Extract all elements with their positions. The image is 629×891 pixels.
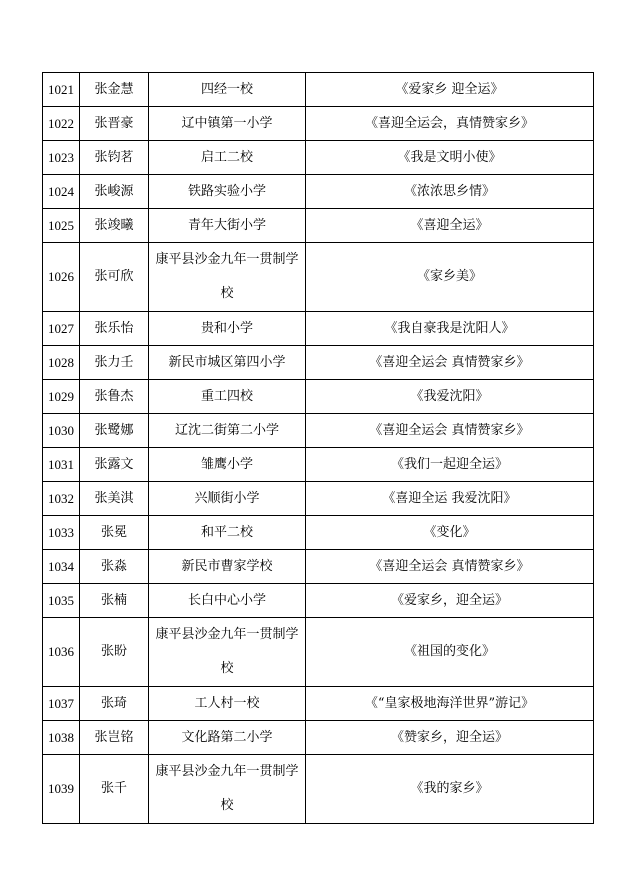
school-cell: 兴顺街小学 <box>149 482 306 516</box>
school-cell: 康平县沙金九年一贯制学校 <box>149 243 306 312</box>
school-cell: 康平县沙金九年一贯制学校 <box>149 755 306 824</box>
student-name-cell: 张千 <box>80 755 149 824</box>
student-name-cell: 张竣曦 <box>80 209 149 243</box>
table-row <box>43 380 594 414</box>
school-cell: 四经一校 <box>149 73 306 107</box>
work-title-cell: 《祖国的变化》 <box>306 618 594 687</box>
entry-id-cell: 1036 <box>43 618 80 687</box>
work-title-cell: 《赞家乡，迎全运》 <box>306 721 594 755</box>
work-title-cell: 《变化》 <box>306 516 594 550</box>
student-name-cell: 张可欣 <box>80 243 149 312</box>
student-name-cell: 张峻源 <box>80 175 149 209</box>
entry-id-cell: 1023 <box>43 141 80 175</box>
entry-id-cell: 1025 <box>43 209 80 243</box>
entry-id-cell: 1022 <box>43 107 80 141</box>
student-name-cell: 张露文 <box>80 448 149 482</box>
entry-id-cell: 1034 <box>43 550 80 584</box>
table-row <box>43 107 594 141</box>
entry-id-cell: 1027 <box>43 312 80 346</box>
work-title-cell: 《浓浓思乡情》 <box>306 175 594 209</box>
work-title-cell: 《我是文明小使》 <box>306 141 594 175</box>
school-cell: 辽沈二街第二小学 <box>149 414 306 448</box>
table-row <box>43 618 594 687</box>
entry-id-cell: 1032 <box>43 482 80 516</box>
school-cell: 铁路实验小学 <box>149 175 306 209</box>
student-name-cell: 张琦 <box>80 687 149 721</box>
school-cell: 和平二校 <box>149 516 306 550</box>
school-cell: 文化路第二小学 <box>149 721 306 755</box>
table-row <box>43 448 594 482</box>
work-title-cell: 《喜迎全运会 真情赞家乡》 <box>306 346 594 380</box>
school-cell: 贵和小学 <box>149 312 306 346</box>
table-row <box>43 312 594 346</box>
student-name-cell: 张盼 <box>80 618 149 687</box>
table-row <box>43 482 594 516</box>
entry-id-cell: 1039 <box>43 755 80 824</box>
entry-id-cell: 1033 <box>43 516 80 550</box>
school-cell: 工人村一校 <box>149 687 306 721</box>
work-title-cell: 《喜迎全运会 真情赞家乡》 <box>306 414 594 448</box>
student-name-cell: 张岂铭 <box>80 721 149 755</box>
entry-id-cell: 1038 <box>43 721 80 755</box>
work-title-cell: 《我们一起迎全运》 <box>306 448 594 482</box>
student-name-cell: 张淼 <box>80 550 149 584</box>
student-name-cell: 张鹭娜 <box>80 414 149 448</box>
student-name-cell: 张鲁杰 <box>80 380 149 414</box>
work-title-cell: 《家乡美》 <box>306 243 594 312</box>
school-cell: 雏鹰小学 <box>149 448 306 482</box>
table-row <box>43 516 594 550</box>
entry-id-cell: 1026 <box>43 243 80 312</box>
school-cell: 青年大街小学 <box>149 209 306 243</box>
work-title-cell: 《爱家乡 迎全运》 <box>306 73 594 107</box>
work-title-cell: 《我的家乡》 <box>306 755 594 824</box>
school-cell: 长白中心小学 <box>149 584 306 618</box>
work-title-cell: 《喜迎全运 我爱沈阳》 <box>306 482 594 516</box>
student-name-cell: 张楠 <box>80 584 149 618</box>
entry-table <box>42 72 594 824</box>
work-title-cell: 《我自豪我是沈阳人》 <box>306 312 594 346</box>
student-name-cell: 张钧茗 <box>80 141 149 175</box>
school-cell: 康平县沙金九年一贯制学校 <box>149 618 306 687</box>
work-title-cell: 《我爱沈阳》 <box>306 380 594 414</box>
table-row <box>43 346 594 380</box>
table-row <box>43 550 594 584</box>
work-title-cell: 《喜迎全运》 <box>306 209 594 243</box>
table-row <box>43 175 594 209</box>
table-row <box>43 141 594 175</box>
school-cell: 新民市曹家学校 <box>149 550 306 584</box>
work-title-cell: 《爱家乡，迎全运》 <box>306 584 594 618</box>
student-name-cell: 张冕 <box>80 516 149 550</box>
entry-id-cell: 1024 <box>43 175 80 209</box>
entry-id-cell: 1028 <box>43 346 80 380</box>
student-name-cell: 张乐怡 <box>80 312 149 346</box>
work-title-cell: 《喜迎全运会，真情赞家乡》 <box>306 107 594 141</box>
table-row <box>43 243 594 312</box>
entry-id-cell: 1035 <box>43 584 80 618</box>
entry-id-cell: 1031 <box>43 448 80 482</box>
student-name-cell: 张美淇 <box>80 482 149 516</box>
school-cell: 启工二校 <box>149 141 306 175</box>
student-name-cell: 张金慧 <box>80 73 149 107</box>
table-row <box>43 755 594 824</box>
entry-id-cell: 1037 <box>43 687 80 721</box>
entry-id-cell: 1029 <box>43 380 80 414</box>
table-row <box>43 584 594 618</box>
student-name-cell: 张晋豪 <box>80 107 149 141</box>
student-name-cell: 张力壬 <box>80 346 149 380</box>
entry-id-cell: 1030 <box>43 414 80 448</box>
school-cell: 重工四校 <box>149 380 306 414</box>
table-row <box>43 721 594 755</box>
school-cell: 新民市城区第四小学 <box>149 346 306 380</box>
table-row <box>43 414 594 448</box>
entry-id-cell: 1021 <box>43 73 80 107</box>
work-title-cell: 《喜迎全运会 真情赞家乡》 <box>306 550 594 584</box>
table-row <box>43 209 594 243</box>
table-row <box>43 687 594 721</box>
table-row <box>43 73 594 107</box>
work-title-cell: 《“皇家极地海洋世界”游记》 <box>306 687 594 721</box>
school-cell: 辽中镇第一小学 <box>149 107 306 141</box>
